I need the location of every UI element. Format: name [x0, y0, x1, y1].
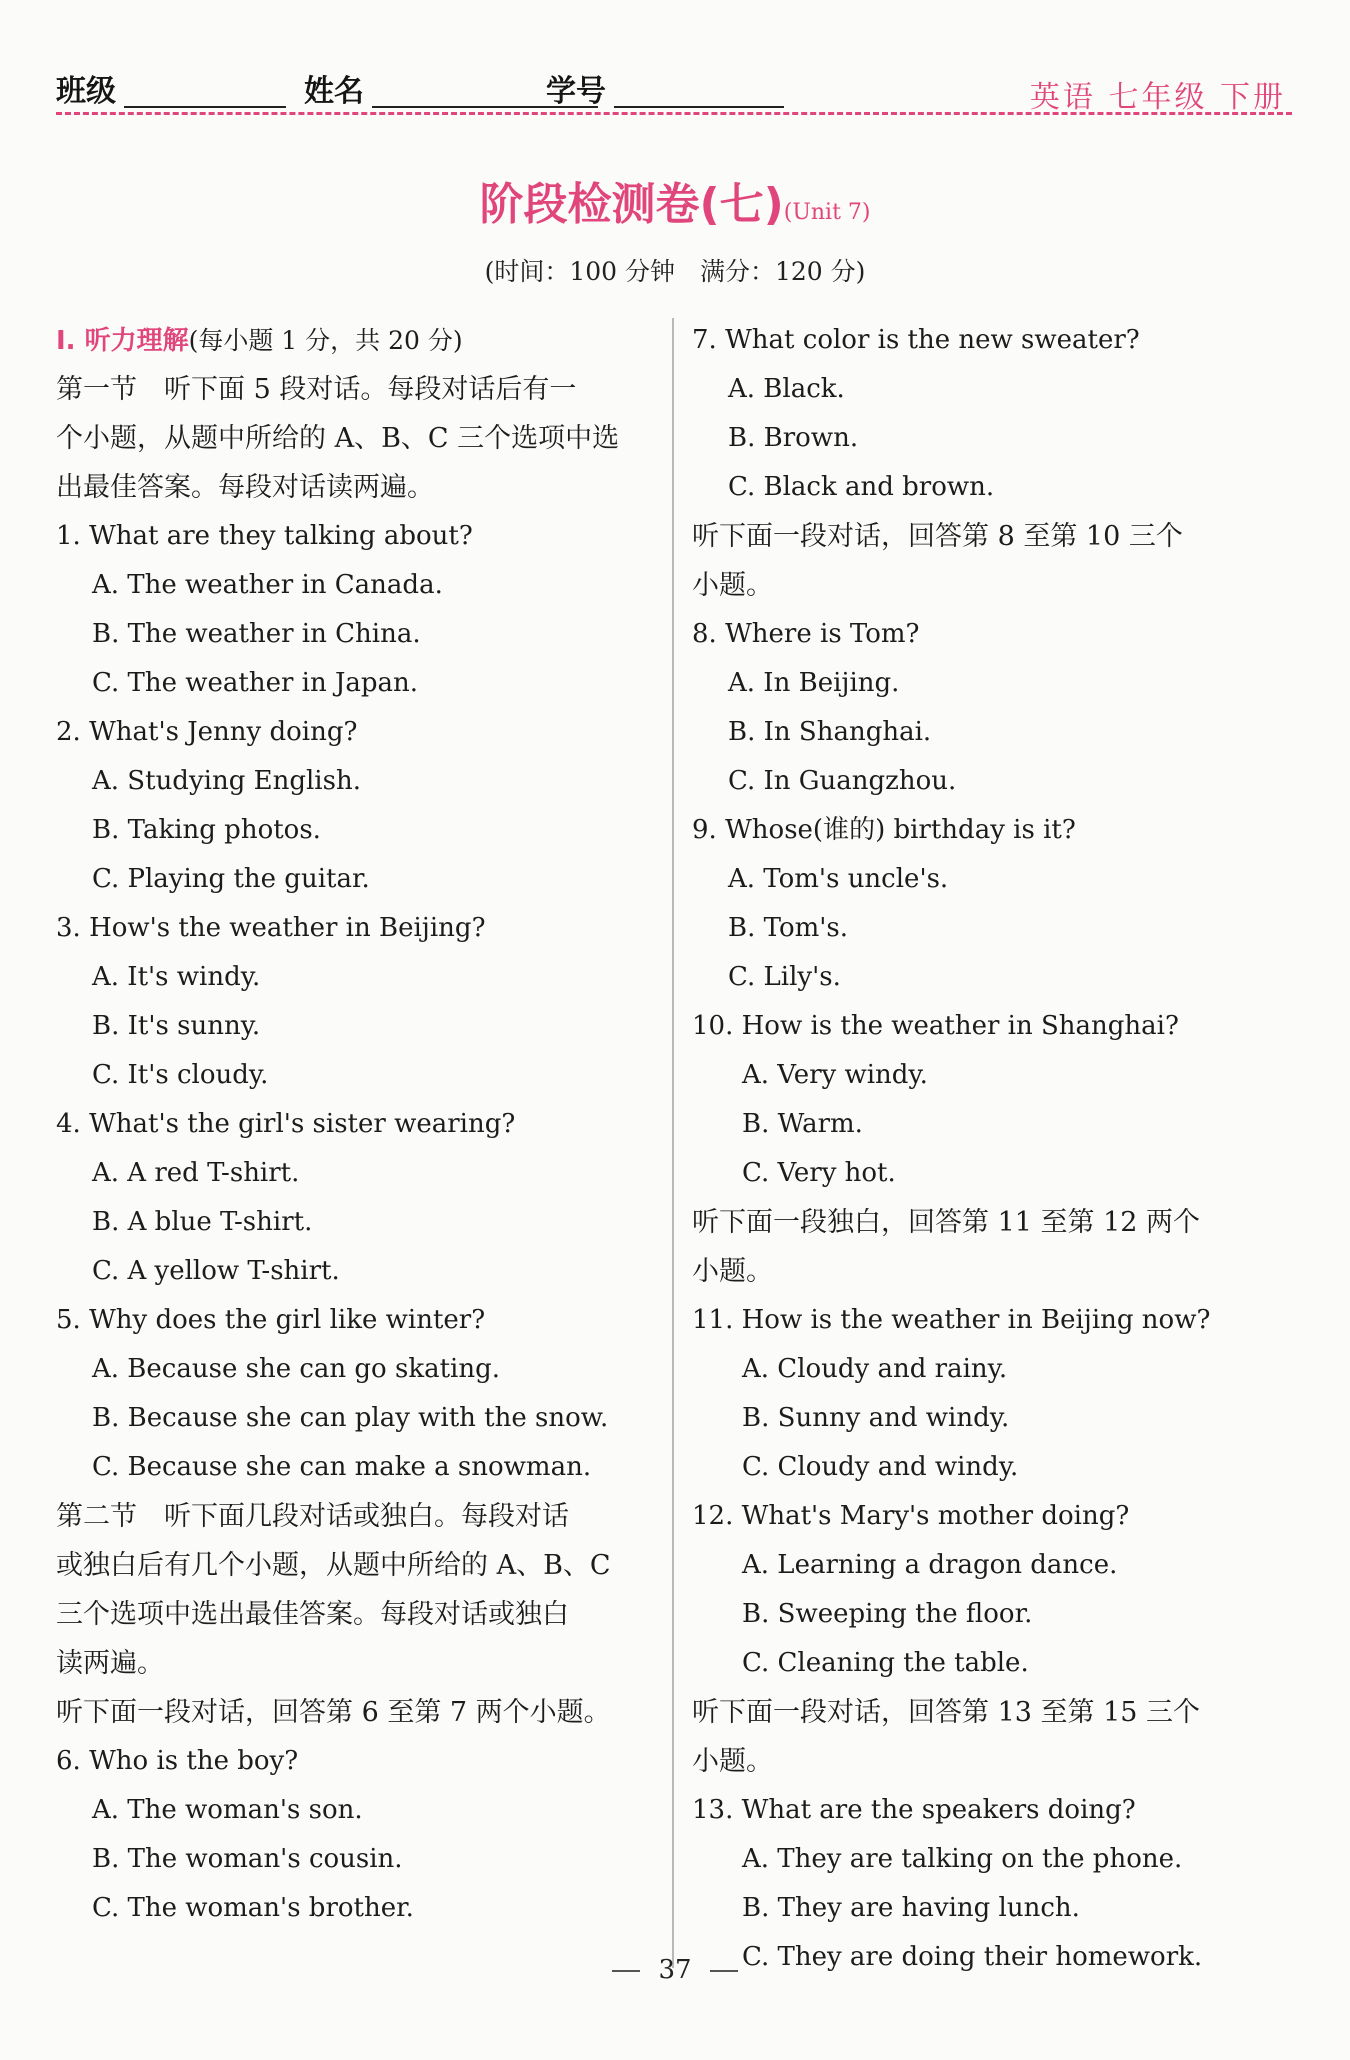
instruction-line: 第一节 听下面 5 段对话。每段对话后有一	[56, 374, 577, 405]
answer-option: A. Very windy.	[742, 1060, 928, 1090]
answer-option: B. It's sunny.	[92, 1011, 261, 1041]
question-stem: 12. What's Mary's mother doing?	[692, 1501, 1130, 1531]
question-stem: 13. What are the speakers doing?	[692, 1795, 1136, 1825]
answer-option: A. They are talking on the phone.	[742, 1844, 1183, 1874]
answer-option: C. A yellow T-shirt.	[92, 1256, 340, 1286]
answer-option: C. Lily's.	[728, 962, 841, 992]
answer-option: C. Because she can make a snowman.	[92, 1452, 592, 1482]
question-stem: 10. How is the weather in Shanghai?	[692, 1011, 1179, 1041]
answer-option: B. Taking photos.	[92, 815, 321, 845]
student-number-label: 学号	[546, 74, 606, 109]
question-stem: 3. How's the weather in Beijing?	[56, 913, 486, 943]
exam-meta: (时间：100 分钟 满分：120 分)	[484, 257, 866, 286]
title-unit: (Unit 7)	[783, 200, 871, 225]
answer-option: A. The weather in Canada.	[92, 570, 443, 600]
answer-option: A. In Beijing.	[728, 668, 900, 698]
answer-option: B. Sweeping the floor.	[742, 1599, 1033, 1629]
instruction-line: 读两遍。	[56, 1648, 164, 1679]
instruction-line: 听下面一段对话，回答第 6 至第 7 两个小题。	[56, 1697, 611, 1728]
instruction-line: 听下面一段对话，回答第 13 至第 15 三个	[692, 1697, 1201, 1728]
question-stem: 5. Why does the girl like winter?	[56, 1305, 486, 1335]
instruction-line: 个小题，从题中所给的 A、B、C 三个选项中选	[56, 423, 620, 454]
answer-option: B. They are having lunch.	[742, 1893, 1080, 1923]
section-title: Ⅰ. 听力理解	[56, 326, 189, 356]
title-main: 阶段检测卷(七)	[479, 179, 784, 230]
answer-option: C. The weather in Japan.	[92, 668, 419, 698]
answer-option: A. The woman's son.	[92, 1795, 363, 1825]
instruction-line: 听下面一段对话，回答第 8 至第 10 三个	[692, 521, 1183, 552]
answer-option: A. Cloudy and rainy.	[742, 1354, 1008, 1384]
answer-option: A. Learning a dragon dance.	[742, 1550, 1118, 1580]
name-label: 姓名	[304, 74, 364, 109]
page-footer	[0, 1955, 1350, 1985]
answer-option: B. Tom's.	[728, 913, 849, 943]
answer-option: B. In Shanghai.	[728, 717, 932, 747]
question-stem: 2. What's Jenny doing?	[56, 717, 358, 747]
answer-option: C. Very hot.	[742, 1158, 896, 1188]
answer-option: A. Because she can go skating.	[92, 1354, 500, 1384]
column-divider	[672, 318, 674, 1968]
question-stem: 6. Who is the boy?	[56, 1746, 299, 1776]
section-heading	[56, 316, 640, 365]
answer-option: C. It's cloudy.	[92, 1060, 269, 1090]
instruction-line: 或独白后有几个小题，从题中所给的 A、B、C	[56, 1550, 611, 1581]
footer-dash-left	[612, 1970, 640, 1972]
answer-option: B. Brown.	[728, 423, 859, 453]
instruction-line: 小题。	[692, 1256, 773, 1287]
question-stem: 1. What are they talking about?	[56, 521, 473, 551]
page-title	[0, 168, 1350, 232]
class-label: 班级	[56, 74, 116, 109]
question-stem: 9. Whose(谁的) birthday is it?	[692, 815, 1076, 845]
left-column	[56, 316, 640, 1933]
answer-option: C. Black and brown.	[728, 472, 995, 502]
footer-dash-right	[710, 1970, 738, 1972]
instruction-line: 出最佳答案。每段对话读两遍。	[56, 472, 434, 503]
answer-option: A. Tom's uncle's.	[728, 864, 949, 894]
class-blank	[124, 106, 286, 108]
answer-option: A. It's windy.	[92, 962, 261, 992]
page-number: 37	[658, 1955, 692, 1985]
answer-option: B. The weather in China.	[92, 619, 421, 649]
answer-option: C. The woman's brother.	[92, 1893, 414, 1923]
student-number-blank	[614, 106, 784, 108]
question-stem: 11. How is the weather in Beijing now?	[692, 1305, 1211, 1335]
header-bar	[56, 66, 1292, 115]
answer-option: A. A red T-shirt.	[92, 1158, 300, 1188]
answer-option: C. In Guangzhou.	[728, 766, 957, 796]
answer-option: A. Studying English.	[92, 766, 361, 796]
instruction-line: 小题。	[692, 570, 773, 601]
answer-option: C. Cleaning the table.	[742, 1648, 1029, 1678]
right-column	[692, 316, 1272, 1982]
answer-option: C. They are doing their homework.	[742, 1942, 1203, 1972]
answer-option: B. The woman's cousin.	[92, 1844, 403, 1874]
answer-option: A. Black.	[728, 374, 845, 404]
question-stem: 8. Where is Tom?	[692, 619, 920, 649]
answer-option: B. Sunny and windy.	[742, 1403, 1010, 1433]
answer-option: B. A blue T-shirt.	[92, 1207, 313, 1237]
section-score-note: (每小题 1 分，共 20 分)	[188, 326, 463, 355]
instruction-line: 小题。	[692, 1746, 773, 1777]
question-stem: 7. What color is the new sweater?	[692, 325, 1140, 355]
instruction-line: 听下面一段独白，回答第 11 至第 12 两个	[692, 1207, 1201, 1238]
question-stem: 4. What's the girl's sister wearing?	[56, 1109, 516, 1139]
answer-option: C. Playing the guitar.	[92, 864, 370, 894]
answer-option: C. Cloudy and windy.	[742, 1452, 1019, 1482]
instruction-line: 三个选项中选出最佳答案。每段对话或独白	[56, 1599, 569, 1630]
answer-option: B. Because she can play with the snow.	[92, 1403, 609, 1433]
instruction-line: 第二节 听下面几段对话或独白。每段对话	[56, 1501, 569, 1532]
answer-option: B. Warm.	[742, 1109, 863, 1139]
book-info: 英语 七年级 下册	[1029, 80, 1286, 115]
